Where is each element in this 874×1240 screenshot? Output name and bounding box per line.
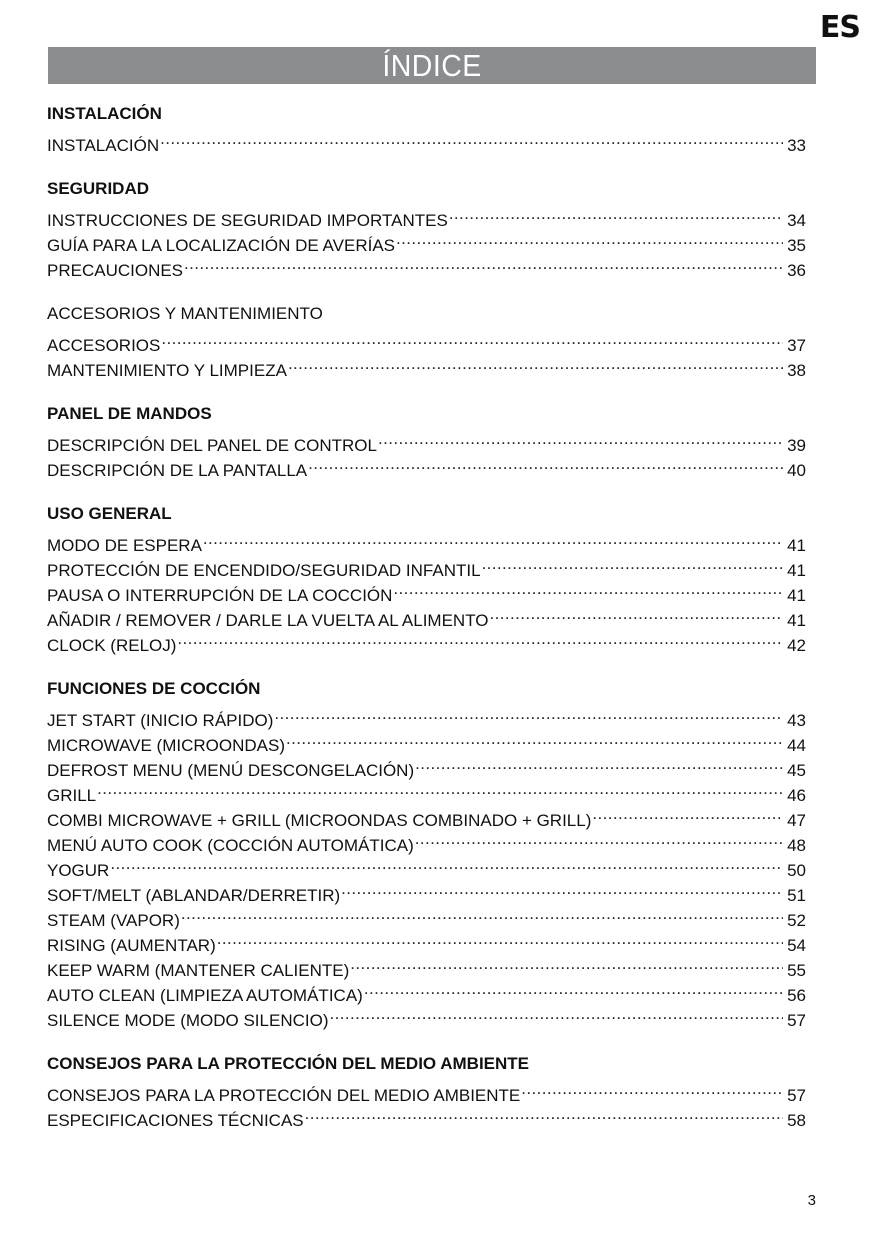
toc-entry-page: 41	[787, 586, 806, 605]
toc-entry-label: DESCRIPCIÓN DE LA PANTALLA	[47, 461, 308, 480]
toc-entry-page: 55	[787, 961, 806, 980]
section-heading: PANEL DE MANDOS	[47, 404, 212, 423]
toc-entry[interactable]	[47, 201, 806, 230]
dot-leader	[217, 926, 783, 951]
dot-leader	[329, 1001, 783, 1026]
toc-entry-page: 57	[787, 1086, 806, 1105]
toc-entry-label: SOFT/MELT (ABLANDAR/DERRETIR)	[47, 886, 341, 905]
toc-entry-page: 45	[787, 761, 806, 780]
toc-entry[interactable]	[47, 851, 806, 880]
dot-leader	[482, 551, 783, 576]
dot-leader	[286, 726, 783, 751]
language-tag: ES	[819, 10, 860, 45]
toc-entry-page: 34	[787, 211, 806, 230]
toc-entry-page: 41	[787, 561, 806, 580]
dot-leader	[308, 451, 783, 476]
dot-leader	[97, 776, 783, 801]
dot-leader	[393, 576, 783, 601]
toc-section	[47, 676, 806, 1030]
dot-leader	[203, 526, 783, 551]
dot-leader	[305, 1101, 783, 1126]
toc-entry-label: DEFROST MENU (MENÚ DESCONGELACIÓN)	[47, 761, 415, 780]
toc-entry-label: MODO DE ESPERA	[47, 536, 202, 555]
section-heading: ACCESORIOS Y MANTENIMIENTO	[47, 304, 323, 323]
toc-entry-page: 50	[787, 861, 806, 880]
section-heading: CONSEJOS PARA LA PROTECCIÓN DEL MEDIO AMBIENTE	[47, 1054, 530, 1073]
toc-entry-page: 48	[787, 836, 806, 855]
toc-entry-label: COMBI MICROWAVE + GRILL (MICROONDAS COMBINADO + GRILL)	[47, 811, 592, 830]
toc-entry-label: CLOCK (RELOJ)	[47, 636, 177, 655]
section-heading: FUNCIONES DE COCCIÓN	[47, 679, 261, 698]
toc-entry-page: 54	[787, 936, 806, 955]
toc-entry-label: INSTALACIÓN	[47, 136, 160, 155]
toc-entry-label: KEEP WARM (MANTENER CALIENTE)	[47, 961, 350, 980]
dot-leader	[177, 626, 783, 651]
section-heading: SEGURIDAD	[47, 179, 150, 198]
toc-entry-page: 46	[787, 786, 806, 805]
table-of-contents	[47, 101, 806, 1151]
toc-entry-page: 36	[787, 261, 806, 280]
toc-entry-label: CONSEJOS PARA LA PROTECCIÓN DEL MEDIO AMBIENTE	[47, 1086, 521, 1105]
dot-leader	[350, 951, 783, 976]
toc-entry-label: AÑADIR / REMOVER / DARLE LA VUELTA AL ALIMENTO	[47, 611, 489, 630]
toc-entry[interactable]	[47, 801, 806, 830]
toc-entry-page: 37	[787, 336, 806, 355]
toc-entry-page: 47	[787, 811, 806, 830]
dot-leader	[490, 601, 783, 626]
toc-entry-label: MANTENIMIENTO Y LIMPIEZA	[47, 361, 287, 380]
toc-entry-page: 51	[787, 886, 806, 905]
dot-leader	[160, 126, 783, 151]
toc-entry-label: AUTO CLEAN (LIMPIEZA AUTOMÁTICA)	[47, 986, 363, 1005]
toc-entry-page: 44	[787, 736, 806, 755]
toc-entry-label: ESPECIFICACIONES TÉCNICAS	[47, 1111, 304, 1130]
toc-entry-page: 40	[787, 461, 806, 480]
toc-entry-label: INSTRUCCIONES DE SEGURIDAD IMPORTANTES	[47, 211, 448, 230]
section-heading: INSTALACIÓN	[47, 104, 162, 123]
toc-entry-page: 41	[787, 611, 806, 630]
toc-entry[interactable]	[47, 326, 806, 355]
toc-section	[47, 101, 806, 155]
dot-leader	[274, 701, 783, 726]
page-title: ÍNDICE	[382, 47, 482, 83]
toc-entry-page: 35	[787, 236, 806, 255]
toc-entry[interactable]	[47, 701, 806, 730]
dot-leader	[378, 426, 783, 451]
page-number: 3	[807, 1192, 816, 1209]
toc-entry-label: STEAM (VAPOR)	[47, 911, 180, 930]
toc-entry-page: 58	[787, 1111, 806, 1130]
dot-leader	[415, 751, 783, 776]
toc-entry-label: ACCESORIOS	[47, 336, 161, 355]
toc-entry-page: 56	[787, 986, 806, 1005]
dot-leader	[521, 1076, 783, 1101]
title-bar	[48, 47, 816, 84]
toc-section	[47, 176, 806, 280]
dot-leader	[181, 901, 783, 926]
toc-section	[47, 1051, 806, 1130]
toc-entry[interactable]	[47, 426, 806, 455]
toc-entry[interactable]	[47, 351, 806, 380]
toc-entry[interactable]	[47, 526, 806, 555]
toc-entry-page: 42	[787, 636, 806, 655]
toc-entry[interactable]	[47, 876, 806, 905]
dot-leader	[161, 326, 783, 351]
toc-entry[interactable]	[47, 776, 806, 805]
dot-leader	[364, 976, 783, 1001]
toc-entry-label: YOGUR	[47, 861, 110, 880]
dot-leader	[592, 801, 783, 826]
toc-entry-label: RISING (AUMENTAR)	[47, 936, 216, 955]
toc-entry[interactable]	[47, 1076, 806, 1105]
toc-entry-page: 33	[787, 136, 806, 155]
toc-entry-page: 38	[787, 361, 806, 380]
toc-entry-label: GUÍA PARA LA LOCALIZACIÓN DE AVERÍAS	[47, 236, 395, 255]
dot-leader	[288, 351, 783, 376]
toc-entry-label: GRILL	[47, 786, 97, 805]
toc-entry-label: PAUSA O INTERRUPCIÓN DE LA COCCIÓN	[47, 586, 393, 605]
dot-leader	[341, 876, 783, 901]
section-heading: USO GENERAL	[47, 504, 172, 523]
toc-entry-label: PROTECCIÓN DE ENCENDIDO/SEGURIDAD INFANTIL	[47, 561, 481, 580]
dot-leader	[415, 826, 783, 851]
toc-entry-page: 57	[787, 1011, 806, 1030]
toc-section	[47, 401, 806, 480]
toc-entry-label: PRECAUCIONES	[47, 261, 184, 280]
toc-entry-label: JET START (INICIO RÁPIDO)	[47, 711, 274, 730]
toc-entry-page: 39	[787, 436, 806, 455]
toc-section	[47, 301, 806, 380]
dot-leader	[396, 226, 783, 251]
toc-entry-label: SILENCE MODE (MODO SILENCIO)	[47, 1011, 329, 1030]
toc-section	[47, 501, 806, 655]
toc-entry-label: MENÚ AUTO COOK (COCCIÓN AUTOMÁTICA)	[47, 836, 414, 855]
toc-entry-page: 52	[787, 911, 806, 930]
toc-entry-page: 41	[787, 536, 806, 555]
dot-leader	[184, 251, 783, 276]
toc-entry-label: DESCRIPCIÓN DEL PANEL DE CONTROL	[47, 436, 377, 455]
dot-leader	[110, 851, 783, 876]
dot-leader	[449, 201, 783, 226]
toc-entry-label: MICROWAVE (MICROONDAS)	[47, 736, 285, 755]
toc-entry[interactable]	[47, 126, 806, 155]
toc-entry-page: 43	[787, 711, 806, 730]
